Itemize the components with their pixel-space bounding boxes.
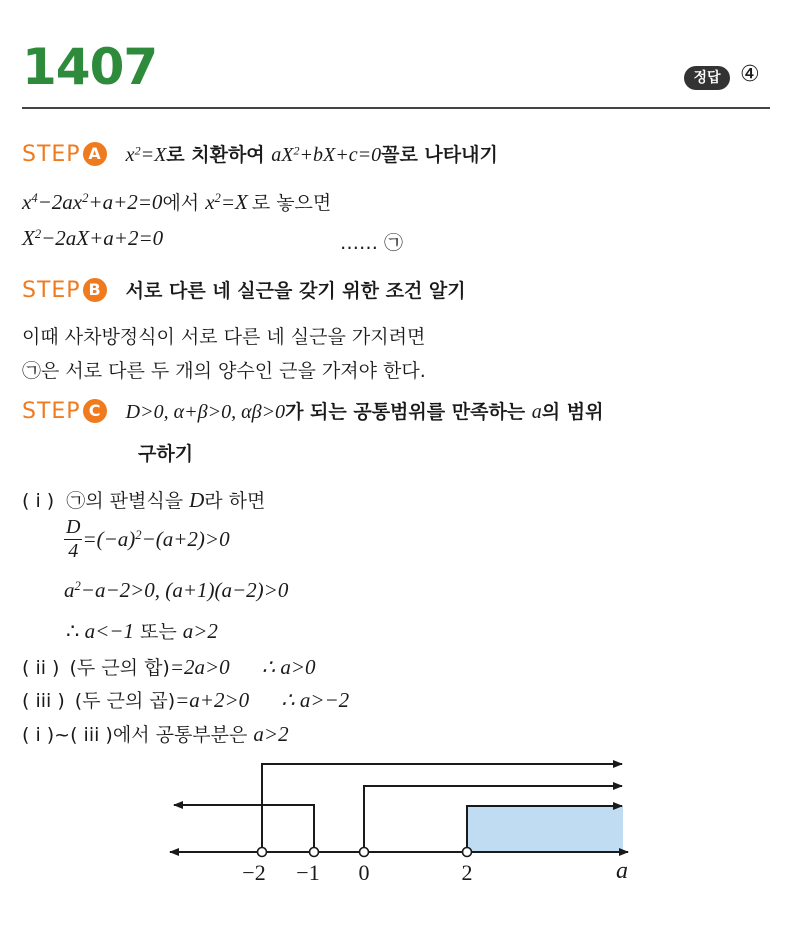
point-neg2 xyxy=(258,848,267,857)
case-ii-line: ( ii ) (두 근의 합)=2a>0 ∴ a>0 xyxy=(22,655,316,679)
answer-value: ④ xyxy=(740,62,760,87)
step-b-circle: B xyxy=(83,278,107,302)
tick-label-neg1: −1 xyxy=(296,860,320,885)
case-i-line: ( i ) ㉠의 판별식을 D라 하면 xyxy=(22,488,266,512)
step-label: STEP xyxy=(22,142,81,167)
step-label: STEP xyxy=(22,399,81,424)
range-a-lt-neg1 xyxy=(174,805,314,852)
step-c-heading xyxy=(22,397,603,424)
point-0 xyxy=(360,848,369,857)
step-label: STEP xyxy=(22,278,81,303)
step-c-circle: C xyxy=(83,399,107,423)
point-2 xyxy=(463,848,472,857)
axis-variable-label: a xyxy=(616,858,628,884)
discriminant-eq: $\frac{D}{4}$ $=(-a)^2-(a+2)>0$ xyxy=(66,516,230,562)
problem-number: 1407 xyxy=(22,38,158,96)
answer-badge: 정답 xyxy=(684,66,730,90)
tick-label-2: 2 xyxy=(461,860,473,885)
step-b-line1: 이때 사차방정식이 서로 다른 네 실근을 가지려면 xyxy=(22,326,426,348)
header-divider xyxy=(22,107,770,109)
step-a-heading xyxy=(22,140,498,167)
step-b-heading xyxy=(22,276,466,303)
number-line-diagram xyxy=(0,750,791,932)
discriminant-result: ∴ a<−1 또는 a>2 xyxy=(66,619,218,643)
tick-label-neg2: −2 xyxy=(242,860,266,885)
point-neg1 xyxy=(310,848,319,857)
equation-ref: …… ㉠ xyxy=(340,232,404,254)
step-b-title: 서로 다른 네 실근을 갖기 위한 조건 알기 xyxy=(125,280,466,302)
final-line: ( i )~( iii )에서 공통부분은 a>2 xyxy=(22,722,289,746)
discriminant-factor: $a^2-a-2>0$, (a+1)(a−2)>0 xyxy=(64,578,289,602)
case-iii-line: ( iii ) (두 근의 곱)=a+2>0 ∴ a>−2 xyxy=(22,688,350,712)
solution-region xyxy=(467,806,623,852)
step-c-title: D>0, α+β>0, αβ>0가 되는 공통범위를 만족하는 a의 범위 xyxy=(125,401,604,423)
step-c-title-line2: 구하기 xyxy=(138,443,194,465)
step-a-line1: $x^4-2ax^2+a+2=0$에서 $x^2=X$ 로 놓으면 xyxy=(22,190,332,214)
step-a-circle: A xyxy=(83,142,107,166)
step-a-title: $x^2=X$로 치환하여 $aX^2+bX+c=0$꼴로 나타내기 xyxy=(125,143,498,166)
tick-label-0: 0 xyxy=(358,860,370,885)
step-a-line2: $X^2-2aX+a+2=0$ xyxy=(22,226,164,250)
step-b-line2: ㉠은 서로 다른 두 개의 양수인 근을 가져야 한다. xyxy=(22,360,426,382)
